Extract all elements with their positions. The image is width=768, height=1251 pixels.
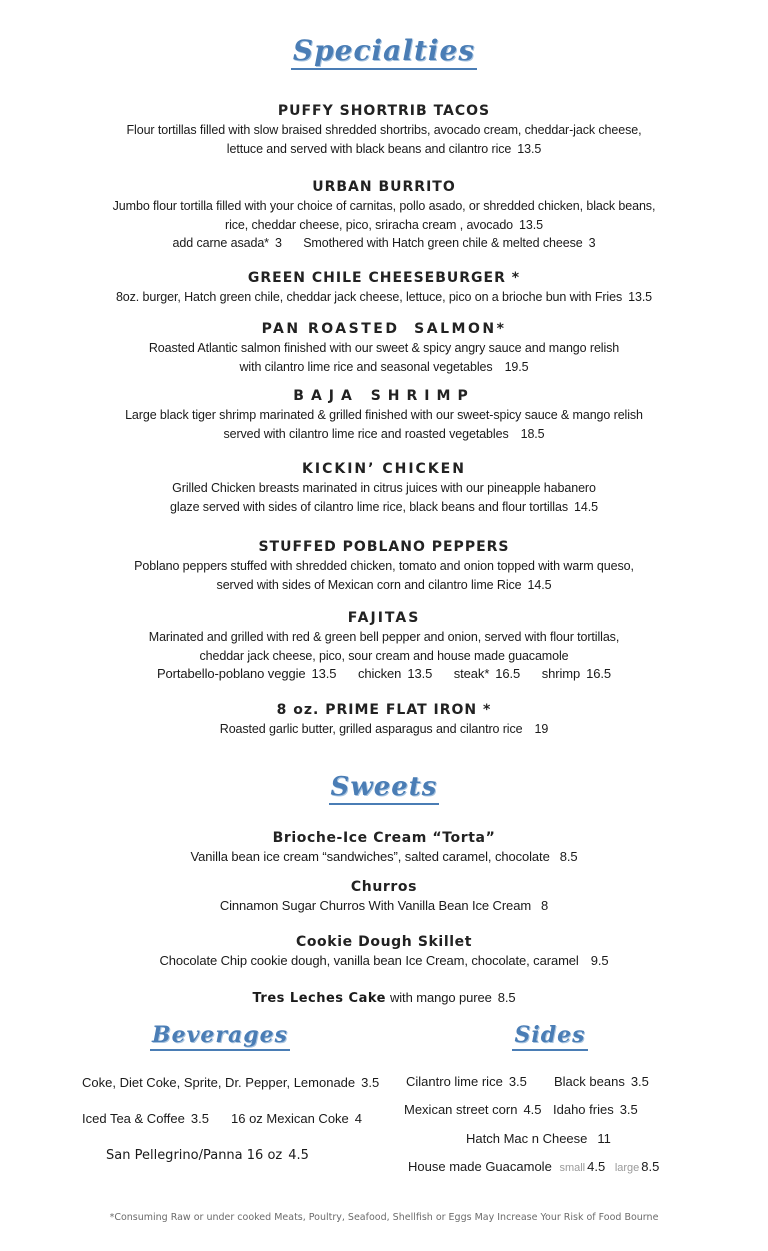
side-item — [408, 1159, 659, 1174]
fajita-option — [358, 666, 432, 681]
side-price: 11 — [597, 1131, 611, 1146]
sweet-item-churros — [0, 877, 768, 916]
beverage-label: San Pellegrino/Panna 16 oz — [106, 1148, 283, 1163]
item-desc — [0, 848, 768, 867]
fajita-option — [454, 666, 520, 681]
item-name: URBAN BURRITO — [312, 179, 456, 195]
option-price: 13.5 — [311, 666, 337, 681]
menu-item-prime-flat-iron — [0, 700, 768, 739]
side-label: Hatch Mac n Cheese — [466, 1131, 588, 1146]
menu-item-kickin-chicken — [0, 459, 768, 516]
beverage-item — [82, 1111, 209, 1126]
item-desc-text: 8oz. burger, Hatch green chile, cheddar jack cheese, lettuce, pico on a brioche bun with Fries — [115, 290, 623, 304]
side-label: Cilantro lime rice — [406, 1074, 503, 1089]
item-desc: cheddar jack cheese, pico, sour cream and house made guacamole — [199, 648, 569, 663]
item-desc-text: Cinnamon Sugar Churros With Vanilla Bean Ice Cream — [219, 898, 532, 913]
item-desc-text: glaze served with sides of cilantro lime rice, black beans and flour tortillas — [170, 499, 568, 514]
beverage-item — [106, 1148, 309, 1163]
side-size-label: large — [614, 1162, 640, 1174]
item-name: BAJA SHRIMP — [293, 388, 475, 404]
side-item — [404, 1102, 542, 1117]
item-desc: Flour tortillas filled with slow braised shredded shortribs, avocado cream, cheddar-jack cheese, — [126, 123, 642, 137]
sweets-heading: Sweets — [0, 772, 768, 802]
item-desc-text: lettuce and served with black beans and cilantro rice — [226, 141, 512, 156]
side-item — [406, 1074, 527, 1089]
side-size-label: small — [559, 1162, 586, 1174]
item-name: Brioche-Ice Cream “Torta” — [272, 830, 496, 846]
item-desc — [0, 720, 768, 739]
item-price: 8.5 — [559, 849, 578, 864]
item-desc-text: Roasted garlic butter, grilled asparagus and cilantro rice — [219, 722, 523, 736]
beverage-label: 16 oz Mexican Coke — [231, 1111, 349, 1126]
item-name: GREEN CHILE CHEESEBURGER * — [247, 270, 521, 286]
item-desc-text: served with cilantro lime rice and roasted vegetables — [223, 426, 509, 441]
beverage-price: 3.5 — [361, 1075, 380, 1090]
item-desc — [0, 952, 768, 971]
sweet-item-brioche-torta — [0, 828, 768, 867]
beverage-item — [82, 1075, 379, 1090]
beverage-price: 4 — [354, 1111, 363, 1126]
beverage-label: Iced Tea & Coffee — [82, 1111, 185, 1126]
item-addons — [0, 234, 768, 253]
item-desc — [0, 897, 768, 916]
menu-item-pan-roasted-salmon — [0, 319, 768, 376]
item-desc — [0, 140, 768, 159]
fajita-option — [542, 666, 611, 681]
item-name: PUFFY SHORTRIB TACOS — [277, 103, 491, 119]
item-desc-text: Vanilla bean ice cream “sandwiches”, salted caramel, chocolate — [190, 849, 550, 864]
item-price: 8.5 — [497, 990, 516, 1005]
item-price: 14.5 — [574, 499, 598, 514]
beverage-label: Coke, Diet Coke, Sprite, Dr. Pepper, Lemonade — [82, 1075, 356, 1090]
item-desc: Roasted Atlantic salmon finished with our sweet & spicy angry sauce and mango relish — [148, 341, 620, 355]
side-price: 4.5 — [523, 1102, 542, 1117]
item-desc-text: served with sides of Mexican corn and cilantro lime Rice — [216, 577, 522, 592]
side-price: 3.5 — [619, 1102, 638, 1117]
item-name: Tres Leches Cake — [252, 991, 386, 1006]
beverages-heading: Beverages — [60, 1022, 380, 1048]
item-name: Cookie Dough Skillet — [295, 934, 473, 950]
option-label: Portabello-poblano veggie — [156, 666, 306, 681]
option-price: 16.5 — [495, 666, 521, 681]
specialties-heading: Specialties — [0, 34, 768, 67]
side-label: Mexican street corn — [404, 1102, 518, 1117]
item-name: 8 oz. PRIME FLAT IRON * — [276, 702, 492, 718]
menu-item-fajitas — [0, 608, 768, 684]
item-name: Churros — [350, 879, 418, 895]
item-price: 19 — [534, 722, 549, 736]
side-label: House made Guacamole — [408, 1159, 552, 1174]
item-desc — [0, 425, 768, 444]
item-desc: Poblano peppers stuffed with shredded chicken, tomato and onion topped with warm queso, — [134, 559, 634, 573]
sweet-item-tres-leches — [0, 989, 768, 1008]
addon-price: 3 — [588, 236, 596, 250]
addon-label: add carne asada* — [172, 236, 269, 250]
item-name: PAN ROASTED SALMON* — [261, 321, 507, 337]
side-price: 3.5 — [630, 1074, 649, 1089]
sides-heading: Sides — [390, 1022, 710, 1048]
item-desc — [0, 358, 768, 377]
option-label: shrimp — [541, 666, 581, 681]
option-label: steak* — [453, 666, 490, 681]
item-price: 13.5 — [519, 217, 543, 232]
side-price: 8.5 — [641, 1159, 660, 1174]
side-price: 3.5 — [508, 1074, 527, 1089]
item-name: STUFFED POBLANO PEPPERS — [258, 539, 510, 555]
item-name: FAJITAS — [347, 610, 421, 626]
item-price: 13.5 — [628, 290, 653, 304]
side-item — [553, 1102, 638, 1117]
side-label: Idaho fries — [553, 1102, 614, 1117]
raw-food-disclaimer: *Consuming Raw or under cooked Meats, Poultry, Seafood, Shellfish or Eggs May Increase Your Risk of Food Bourne — [109, 1212, 659, 1223]
side-price: 4.5 — [587, 1159, 606, 1174]
menu-item-stuffed-poblano-peppers — [0, 537, 768, 594]
option-price: 13.5 — [407, 666, 433, 681]
item-desc — [0, 498, 768, 517]
item-price: 19.5 — [504, 359, 529, 374]
item-desc: Jumbo flour tortilla filled with your choice of carnitas, pollo asado, or shredded chicken, black beans, — [112, 199, 656, 213]
option-label: chicken — [357, 666, 402, 681]
item-desc: Grilled Chicken breasts marinated in citrus juices with our pineapple habanero — [172, 481, 596, 495]
item-desc — [0, 576, 768, 595]
addon-price: 3 — [274, 236, 282, 250]
option-price: 16.5 — [586, 666, 612, 681]
side-item — [554, 1074, 649, 1089]
menu-item-urban-burrito — [0, 177, 768, 253]
fajita-options — [0, 665, 768, 684]
item-price: 9.5 — [590, 953, 609, 968]
side-item — [466, 1131, 611, 1146]
item-price: 18.5 — [520, 426, 545, 441]
item-desc — [0, 288, 768, 307]
item-price: 13.5 — [517, 141, 542, 156]
beverage-price: 3.5 — [190, 1111, 209, 1126]
item-name: KICKIN’ CHICKEN — [302, 461, 466, 477]
item-desc: Large black tiger shrimp marinated & grilled finished with our sweet-spicy sauce & mango relish — [125, 408, 643, 422]
item-price: 14.5 — [527, 577, 552, 592]
item-desc: Marinated and grilled with red & green bell pepper and onion, served with flour tortillas, — [148, 630, 620, 644]
item-desc-text: with cilantro lime rice and seasonal vegetables — [239, 359, 493, 374]
menu-item-baja-shrimp — [0, 386, 768, 443]
menu-item-puffy-shortrib-tacos — [0, 101, 768, 158]
fajita-option — [157, 666, 336, 681]
item-desc-text: rice, cheddar cheese, pico, sriracha cream , avocado — [225, 217, 514, 232]
item-desc: with mango puree — [389, 990, 492, 1005]
addon-label: Smothered with Hatch green chile & melted cheese — [303, 236, 583, 250]
item-desc-text: Chocolate Chip cookie dough, vanilla bean Ice Cream, chocolate, caramel — [159, 953, 579, 968]
side-label: Black beans — [554, 1074, 625, 1089]
sweet-item-cookie-dough-skillet — [0, 932, 768, 971]
menu-item-green-chile-cheeseburger — [0, 268, 768, 307]
item-desc — [0, 216, 768, 235]
item-price: 8 — [541, 898, 549, 913]
beverage-price: 4.5 — [288, 1148, 309, 1163]
beverage-item — [231, 1111, 362, 1126]
